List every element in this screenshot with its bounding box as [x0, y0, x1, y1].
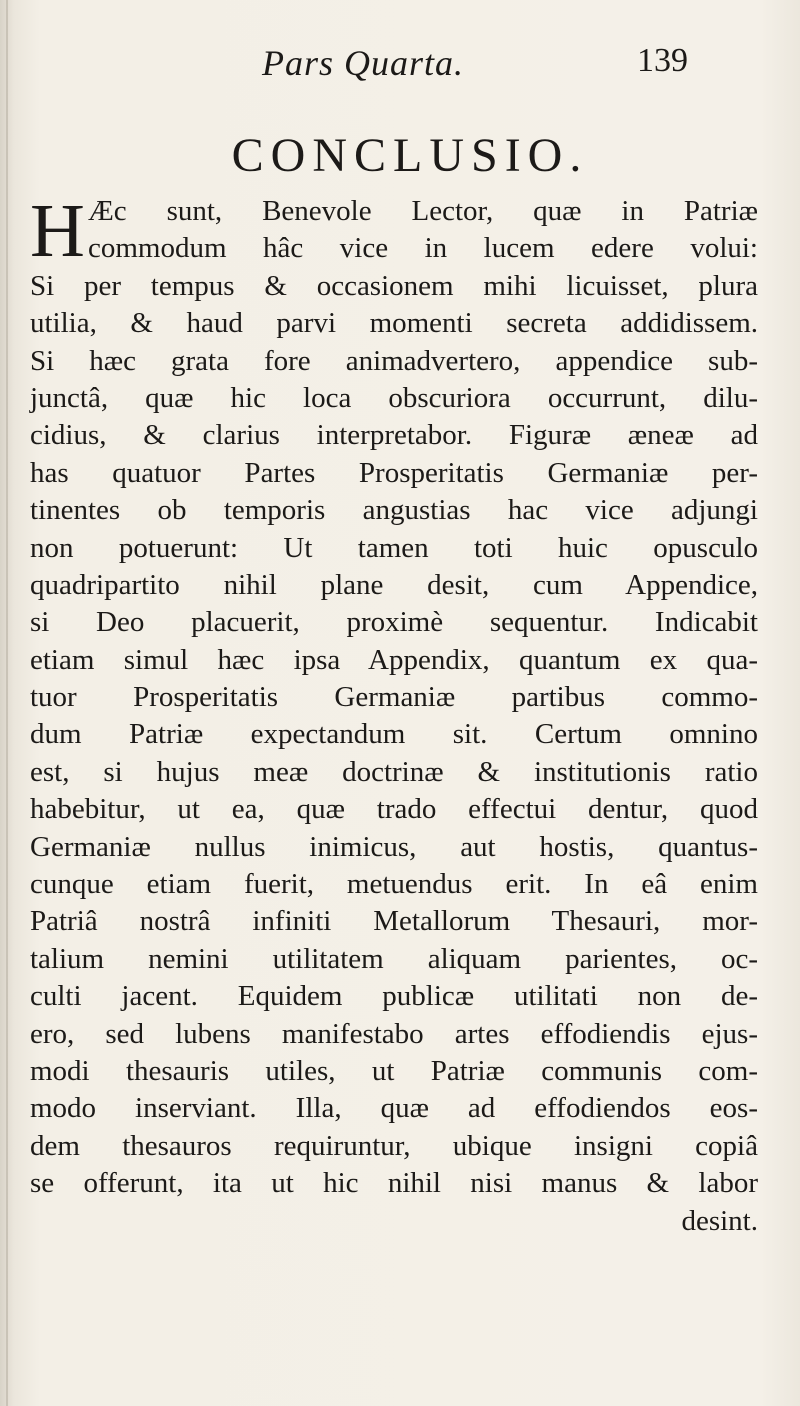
page-header: [0, 38, 800, 88]
text-line: Patriâ nostrâ infiniti Metallorum Thesauri, mor-: [30, 905, 758, 938]
text-line: utilia, & haud parvi momenti secreta addidissem.: [30, 307, 758, 340]
text-line: dem thesauros requiruntur, ubique insigni copiâ: [30, 1129, 758, 1162]
text-line: Æc sunt, Benevole Lector, quæ in Patriæ: [88, 195, 758, 227]
text-line: Si per tempus & occasionem mihi licuisset, plura: [30, 269, 758, 302]
text-line: quadripartito nihil plane desit, cum Appendice,: [30, 568, 758, 601]
text-line: culti jacent. Equidem publicæ utilitati non de-: [30, 980, 758, 1013]
text-line: non potuerunt: Ut tamen toti huic opusculo: [30, 531, 758, 564]
text-line: habebitur, ut ea, quæ trado effectui dentur, quod: [30, 793, 758, 826]
text-line: tuor Prosperitatis Germaniæ partibus commo-: [30, 681, 758, 714]
text-line: si Deo placuerit, proximè sequentur. Indicabit: [30, 606, 758, 639]
section-title: CONCLUSIO.: [231, 129, 589, 182]
text-line: se offerunt, ita ut hic nihil nisi manus & labor: [30, 1167, 758, 1200]
text-line: junctâ, quæ hic loca obscuriora occurrunt, dilu-: [30, 381, 758, 414]
text-line: desint.: [681, 1204, 758, 1237]
text-line: dum Patriæ expectandum sit. Certum omnino: [30, 718, 758, 751]
text-line: Si hæc grata fore animadvertero, appendice sub-: [30, 344, 758, 377]
binding-gutter: [6, 0, 8, 1406]
text-line: has quatuor Partes Prosperitatis Germaniæ per-: [30, 456, 758, 489]
text-line: tinentes ob temporis angustias hac vice adjungi: [30, 494, 758, 527]
body-text: [30, 189, 758, 1240]
text-line: est, si hujus meæ doctrinæ & institutionis ratio: [30, 755, 758, 788]
text-line: talium nemini utilitatem aliquam parientes, oc-: [30, 942, 758, 975]
text-line: cunque etiam fuerit, metuendus erit. In eâ enim: [30, 868, 758, 901]
text-line: ero, sed lubens manifestabo artes effodiendis ejus-: [30, 1017, 758, 1050]
text-line: modi thesauris utiles, ut Patriæ communis com-: [30, 1054, 758, 1087]
text-line: modo inserviant. Illa, quæ ad effodiendos eos-: [30, 1092, 758, 1125]
text-line: etiam simul hæc ipsa Appendix, quantum ex qua-: [30, 643, 758, 676]
drop-cap: H: [30, 189, 85, 273]
running-title: Pars Quarta.: [261, 43, 465, 83]
text-line: cidius, & clarius interpretabor. Figuræ æneæ ad: [30, 419, 758, 452]
page-number: 139: [637, 42, 688, 79]
text-line: commodum hâc vice in lucem edere volui:: [88, 232, 758, 265]
text-line: Germaniæ nullus inimicus, aut hostis, quantus-: [30, 830, 758, 863]
